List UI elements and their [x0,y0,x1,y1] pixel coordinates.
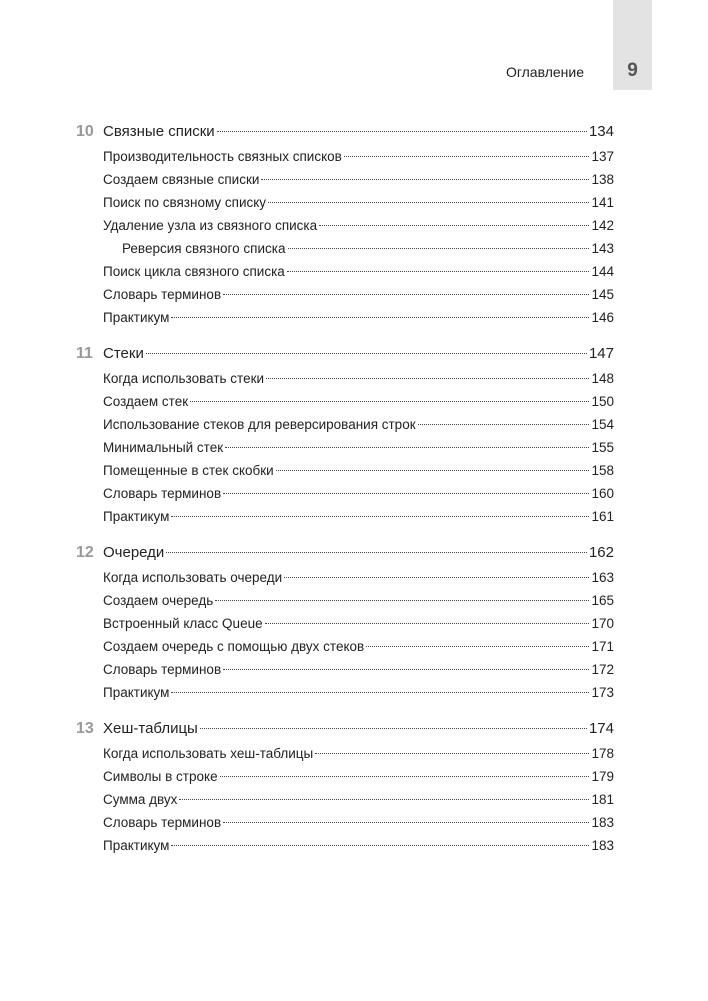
dot-leader [225,447,589,448]
toc-chapter [76,123,614,333]
dot-leader [261,179,589,180]
dot-leader [223,822,589,823]
entry-page: 148 [591,371,614,386]
toc-entry[interactable] [76,593,614,616]
entry-page: 181 [591,792,614,807]
toc-chapter-entry[interactable] [76,345,614,371]
toc-entry[interactable] [76,509,614,532]
entry-page: 150 [591,394,614,409]
entry-page: 161 [591,509,614,524]
entry-title: Словарь терминов [103,662,222,677]
entry-title: Словарь терминов [103,287,222,302]
running-header: Оглавление [505,64,584,80]
entry-page: 160 [591,486,614,501]
entry-page: 158 [591,463,614,478]
entry-title: Создаем очередь [103,593,214,608]
dot-leader [319,225,589,226]
entry-page: 142 [591,218,614,233]
toc-entry[interactable] [76,264,614,287]
chapter-title: Очереди [103,544,165,561]
entry-page: 165 [591,593,614,608]
dot-leader [166,552,587,553]
entry-title: Словарь терминов [103,486,222,501]
dot-leader [276,470,590,471]
entry-page: 183 [591,815,614,830]
dot-leader [171,692,589,693]
entry-title: Практикум [103,685,170,700]
chapter-number: 11 [76,345,93,362]
entry-title: Практикум [103,310,170,325]
toc-chapter-entry[interactable] [76,720,614,746]
toc-chapter-entry[interactable] [76,544,614,570]
dot-leader [366,646,589,647]
entry-title: Поиск цикла связного списка [103,264,285,279]
entry-page: 170 [591,616,614,631]
dot-leader [171,317,589,318]
entry-page: 144 [591,264,614,279]
chapter-title: Связные списки [103,123,215,140]
toc-entry[interactable] [76,287,614,310]
toc-entry[interactable] [76,486,614,509]
entry-page: 172 [591,662,614,677]
dot-leader [146,353,587,354]
toc-entry[interactable] [76,570,614,593]
dot-leader [200,728,587,729]
chapter-number: 13 [76,720,94,737]
chapter-page: 134 [588,123,614,140]
entry-title: Использование стеков для реверсирования строк [103,417,416,432]
dot-leader [215,600,589,601]
toc-entry[interactable] [76,310,614,333]
entry-title: Создаем связные списки [103,172,260,187]
dot-leader [344,156,590,157]
dot-leader [418,424,590,425]
entry-page: 179 [591,769,614,784]
chapter-page: 147 [588,345,614,362]
entry-title: Практикум [103,838,170,853]
dot-leader [171,845,589,846]
entry-page: 163 [591,570,614,585]
toc-entry[interactable] [76,616,614,639]
toc-entry[interactable] [76,218,614,241]
dot-leader [288,248,590,249]
entry-page: 173 [591,685,614,700]
entry-title: Практикум [103,509,170,524]
entry-page: 138 [591,172,614,187]
dot-leader [287,271,590,272]
dot-leader [268,202,589,203]
dot-leader [190,401,589,402]
dot-leader [284,577,589,578]
entry-title: Поиск по связному списку [103,195,267,210]
entry-page: 178 [591,746,614,761]
entry-page: 171 [591,639,614,654]
dot-leader [217,131,587,132]
toc-chapter-entry[interactable] [76,123,614,149]
toc-entry[interactable] [76,685,614,708]
dot-leader [171,516,589,517]
entry-title: Словарь терминов [103,815,222,830]
entry-title: Помещенные в стек скобки [103,463,274,478]
entry-page: 183 [591,838,614,853]
toc-entry[interactable] [76,172,614,195]
entry-title: Минимальный стек [103,440,224,455]
entry-title: Производительность связных списков [103,149,342,164]
entry-page: 146 [591,310,614,325]
dot-leader [223,294,589,295]
chapter-page: 162 [588,544,614,561]
entry-title: Когда использовать очереди [103,570,283,585]
dot-leader [223,669,589,670]
entry-page: 141 [591,195,614,210]
entry-title: Встроенный класс Queue [103,616,263,631]
toc-entry[interactable] [76,394,614,417]
entry-page: 145 [591,287,614,302]
dot-leader [223,493,589,494]
toc-entry[interactable] [76,371,614,394]
toc-entry[interactable] [76,769,614,792]
toc-entry[interactable] [76,241,614,264]
dot-leader [265,623,590,624]
dot-leader [315,753,589,754]
entry-title: Сумма двух [103,792,178,807]
entry-title: Удаление узла из связного списка [103,218,318,233]
entry-page: 137 [591,149,614,164]
toc-entry[interactable] [76,417,614,440]
toc-entry[interactable] [76,195,614,218]
chapter-number: 12 [76,544,94,561]
chapter-number: 10 [76,123,94,140]
entry-page: 155 [591,440,614,455]
dot-leader [179,799,589,800]
dot-leader [220,776,590,777]
entry-title: Реверсия связного списка [122,241,286,256]
page-number: 9 [627,60,638,81]
entry-title: Создаем стек [103,394,189,409]
toc-entry[interactable] [76,662,614,685]
dot-leader [266,378,589,379]
table-of-contents [76,123,614,873]
toc-entry[interactable] [76,440,614,463]
toc-entry[interactable] [76,792,614,815]
toc-chapter [76,720,614,861]
toc-entry[interactable] [76,746,614,769]
entry-title: Создаем очередь с помощью двух стеков [103,639,365,654]
toc-chapter [76,345,614,532]
toc-entry[interactable] [76,838,614,861]
entry-page: 143 [591,241,614,256]
chapter-title: Стеки [103,345,144,362]
entry-page: 154 [591,417,614,432]
chapter-page: 174 [588,720,614,737]
entry-title: Когда использовать стеки [103,371,265,386]
toc-entry[interactable] [76,463,614,486]
toc-chapter [76,544,614,708]
toc-entry[interactable] [76,815,614,838]
entry-title: Когда использовать хеш-таблицы [103,746,314,761]
chapter-title: Хеш-таблицы [103,720,198,737]
entry-title: Символы в строке [103,769,218,784]
toc-entry[interactable] [76,639,614,662]
toc-entry[interactable] [76,149,614,172]
